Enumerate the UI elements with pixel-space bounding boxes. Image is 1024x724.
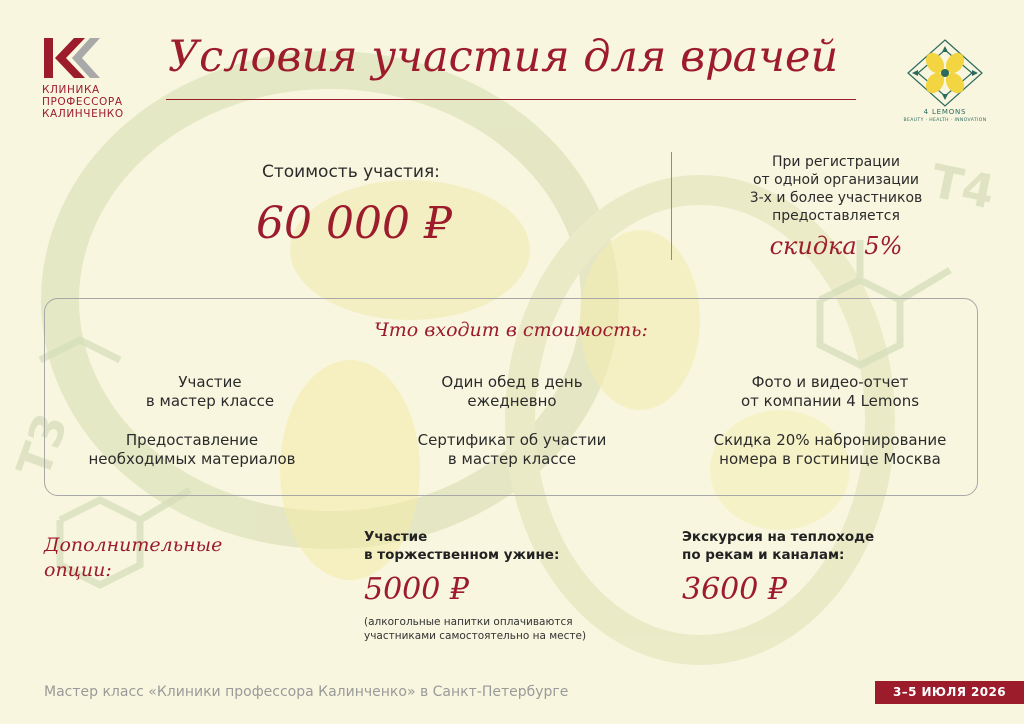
excursion-option-title-line: Экскурсия на теплоходе [682, 529, 875, 545]
included-item-line: Один обед в день [441, 373, 583, 391]
group-registration-line: При регистрации [772, 154, 900, 170]
vertical-divider [671, 152, 672, 260]
excursion-option-price: 3600 ₽ [682, 572, 787, 607]
included-item [680, 431, 980, 469]
dinner-option-price: 5000 ₽ [364, 572, 469, 607]
included-item [60, 373, 360, 411]
included-item-line: необходимых материалов [88, 450, 296, 468]
t4-bg-label: T4 [926, 153, 1000, 220]
included-item [362, 373, 662, 411]
title-underline [166, 99, 856, 100]
group-registration-line: предоставляется [772, 208, 900, 224]
clinic-name-line: КЛИНИКА [42, 84, 100, 96]
included-item-line: Фото и видео-отчет [751, 373, 909, 391]
options-label-line: опции: [44, 559, 112, 581]
included-item-line: ежедневно [467, 392, 557, 410]
included-item [362, 431, 662, 469]
clinic-name-line: КАЛИНЧЕНКО [42, 108, 124, 120]
included-item-line: в мастер классе [447, 450, 577, 468]
dinner-option-title-line: Участие [364, 529, 428, 545]
included-item-line: Предоставление [125, 431, 259, 449]
included-item-line: Скидка 20% набронирование [713, 431, 947, 449]
footer-text: Мастер класс «Клиники профессора Калинченко» в Санкт-Петербурге [44, 684, 569, 700]
double-k-logo-icon [42, 36, 102, 80]
options-label [44, 533, 222, 583]
included-item-line: Участие [178, 373, 242, 391]
page-title: Условия участия для врачей [168, 32, 839, 82]
dinner-option-title-line: в торжественном ужине: [364, 547, 560, 563]
dinner-option-note-line: участниками самостоятельно на месте) [364, 630, 587, 642]
cost-value: 60 000 ₽ [256, 198, 452, 249]
dinner-option-note [364, 615, 586, 643]
group-registration-line: 3-х и более участников [749, 190, 923, 206]
clinic-name [42, 84, 124, 120]
excursion-option-title [682, 528, 874, 564]
dinner-option-title [364, 528, 559, 564]
included-title: Что входит в стоимость: [374, 319, 648, 341]
lemons-emblem-icon [906, 38, 984, 108]
discount-value: скидка 5% [769, 232, 903, 260]
included-item-line: номера в гостинице Москва [719, 450, 941, 468]
date-badge: 3–5 ИЮЛЯ 2026 [875, 681, 1024, 704]
cost-label: Стоимость участия: [262, 162, 440, 182]
excursion-option-title-line: по рекам и каналам: [682, 547, 845, 563]
group-registration-text [720, 153, 952, 225]
included-item [680, 373, 980, 411]
partner-tagline: BEAUTY · HEALTH · INNOVATION [903, 118, 987, 123]
clinic-name-line: ПРОФЕССОРА [42, 96, 123, 108]
t3-bg-label: T3 [6, 406, 79, 485]
options-label-line: Дополнительные [44, 534, 223, 556]
included-item [42, 431, 342, 469]
dinner-option-note-line: (алкогольные напитки оплачиваются [364, 616, 573, 628]
included-item-line: от компании 4 Lemons [740, 392, 920, 410]
included-item-line: Сертификат об участии [417, 431, 607, 449]
group-registration-line: от одной организации [752, 172, 920, 188]
partner-name: 4 LEMONS [923, 108, 967, 116]
included-item-line: в мастер классе [145, 392, 275, 410]
